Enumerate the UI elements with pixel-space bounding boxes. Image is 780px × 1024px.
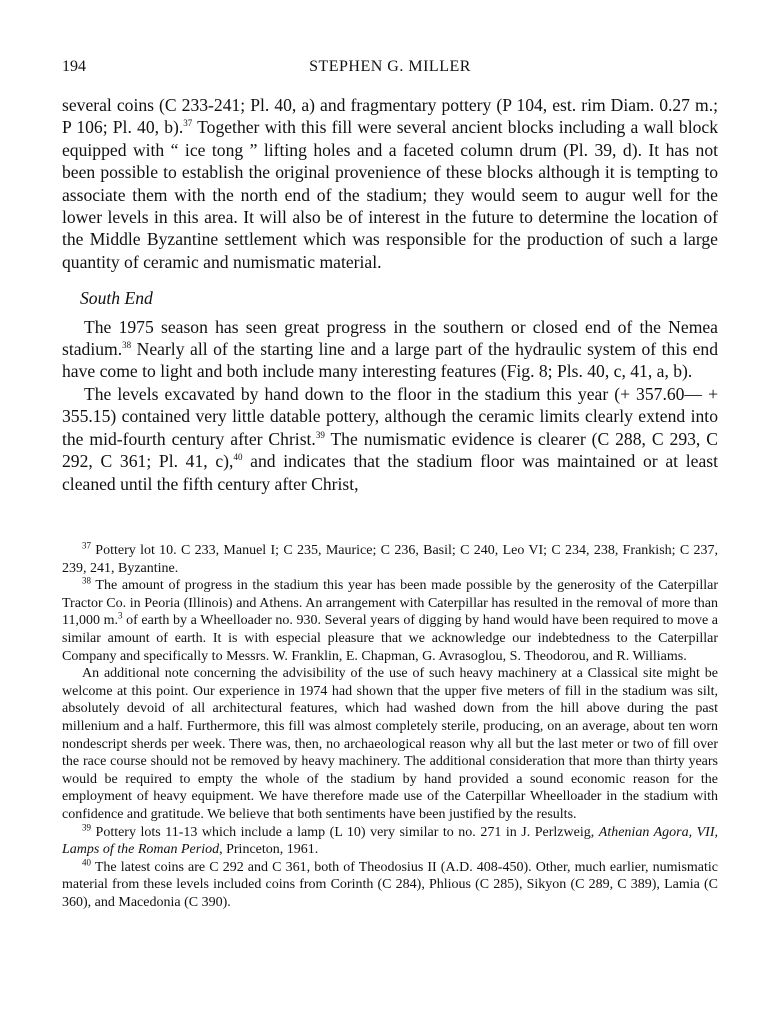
running-title: STEPHEN G. MILLER xyxy=(309,58,471,75)
footnote-37: $^{37}$ Pottery lot 10. C 233, Manuel I; C 235, Maurice; C 236, Basil; C 240, Leo VI; C 234, 238, Frankish; C 237, 239, 241, Byzantine. xyxy=(62,540,718,576)
footnote-ref[interactable]: 37 xyxy=(183,118,193,129)
paragraph: The levels excavated by hand down to the floor in the stadium this year (+ 357.60— + 355.15) contained very little datable pottery, although the ceramic limits clearly extend into the mid-fourth century after Christ.$^{39}$ The numismatic evidence is clearer (C 288, C 293, C 292, C 361; Pl. 41, c),$^{40}$ and indicates that the stadium floor was maintained or at least cleaned until the fifth century after Christ, xyxy=(62,383,718,494)
paragraph: several coins (C 233-241; Pl. 40, a) and fragmentary pottery (P 104, est. rim Diam. 0.27 m.; P 106; Pl. 40, b).$^{37}$ Together with this fill were several ancient blocks including a wall block equipped with “ ice tong ” lifting holes and a faceted column drum (Pl. 39, d). It has not been possible to establish the original provenience of these blocks although it is tempting to associate them with the north end of the stadium; they would seem to augur well for the lower levels in this area. It will also be of interest in the future to determine the location of the Middle Byzantine settlement which was responsible for the production of such a large quantity of ceramic and numismatic material. xyxy=(62,95,718,272)
footnotes xyxy=(62,542,718,911)
footnote-ref[interactable]: 40 xyxy=(233,452,243,463)
section-heading: South End xyxy=(80,288,153,309)
footnote-38-continued: An additional note concerning the advisibility of the use of such heavy machinery at a Classical site might be welcome at this point. Our experience in 1974 had shown that the upper five meters of fill in the stadium was silt, absolutely devoid of all architectural features, which had washed down from the hill above during the past millenium and a half. Furthermore, this fill was almost completely sterile, producing, on an average, about ten worn nondescript sherds per week. There was, then, no archaeological reason why all but the last meter or two of fill over the race course should not be removed by heavy machinery. The additional consideration that more than thirty years would be required to empty the whole of the stadium by hand provided a sound economic reason for the employment of heavy equipment. We have therefore made use of the Caterpillar Wheelloader in the stadium with confidence and gratitude. We believe that both sentiments have been justified by the results. xyxy=(62,666,718,822)
footnote-40: $^{40}$ The latest coins are C 292 and C 361, both of Theodosius II (A.D. 408-450). Other, much earlier, numismatic material from these levels included coins from Corinth (C 284), Phlious (C 285), Sikyon (C 289, C 389), Lamia (C 360), and Macedonia (C 390). xyxy=(62,857,718,910)
footnote-ref[interactable]: 39 xyxy=(315,429,325,440)
footnote-39: $^{39}$ Pottery lots 11-13 which include a lamp (L 10) very similar to no. 271 in J. Perlzweig, Athenian Agora, VII, Lamps of the Roman Period, Princeton, 1961. xyxy=(62,821,719,858)
main-text xyxy=(62,94,718,495)
page-number: 194 xyxy=(62,58,86,75)
footnote-38: $^{38}$ The amount of progress in the stadium this year has been made possible by the generosity of the Caterpillar Tractor Co. in Peoria (Illinois) and Athens. An arrangement with Caterpillar has resulted in the removal of more than 11,000 m.$^3$ of earth by a Wheelloader no. 930. Several years of digging by hand would have been required to move a similar amount of earth. It is with especial pleasure that we acknowledge our indebtedness to the Caterpillar Company and specifically to Messrs. W. Franklin, E. Chapman, G. Avrasoglou, S. Theodorou, and R. Williams. xyxy=(62,575,718,664)
paragraph: The 1975 season has seen great progress in the southern or closed end of the Nemea stadium.$^{38}$ Nearly all of the starting line and a large part of the hydraulic system of this end have come to light and both include many interesting features (Fig. 8; Pls. 40, c, 41, a, b). xyxy=(62,316,718,382)
footnote-ref[interactable]: 38 xyxy=(122,340,132,351)
page-header xyxy=(62,58,718,82)
